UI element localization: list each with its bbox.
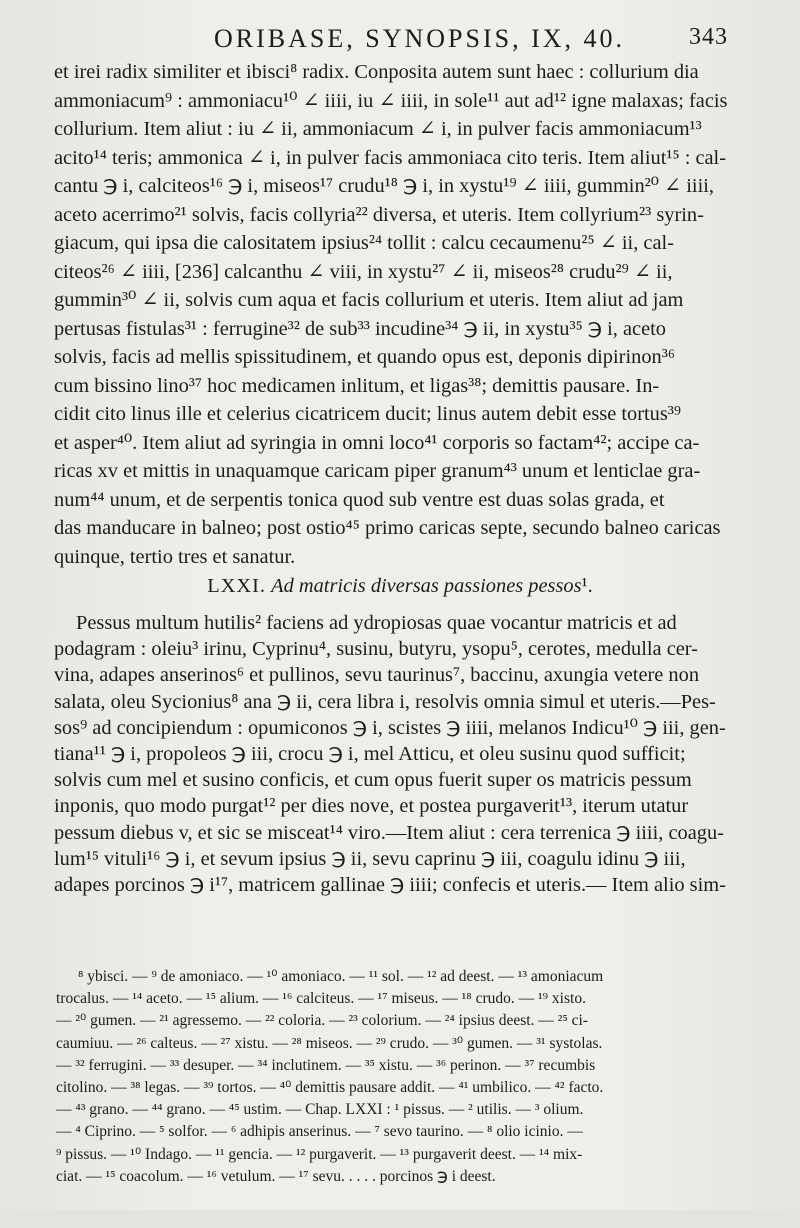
text-line: pertusas fistulas³¹ : ferrugine³² de sub³³ incudine³⁴ ℈ ii, in xystu³⁵ ℈ i, aceto	[54, 317, 667, 340]
text-line: solvis, facis ad mellis spissitudinem, et quando opus est, deponis dipirinon³⁶	[54, 346, 675, 368]
text-line: adapes porcinos ℈ i¹⁷, matricem gallinae ℈ iiii; confecis et uteris.— Item alio sim-	[54, 873, 726, 896]
footnotes	[56, 966, 746, 1188]
text-line: cantu ℈ i, calciteos¹⁶ ℈ i, miseos¹⁷ crudu¹⁸ ℈ i, in xystu¹⁹ ∠ iiii, gummin²⁰ ∠ iiii,	[54, 175, 714, 197]
text-line: podagram : oleiu³ irinu, Cyprinu⁴, susinu, butyru, ysopu⁵, cerotes, medulla cer-	[54, 638, 698, 661]
text-line: giacum, qui ipsa die calositatem ipsius²⁴ tollit : calcu cecaumenu²⁵ ∠ ii, cal-	[54, 232, 674, 254]
paragraph-1	[54, 58, 734, 571]
footnote-line: trocalus. — ¹⁴ aceto. — ¹⁵ alium. — ¹⁶ calciteus. — ¹⁷ miseus. — ¹⁸ crudo. — ¹⁹ xisto.	[56, 990, 586, 1008]
text-line: salata, oleu Sycionius⁸ ana ℈ ii, cera libra i, resolvis omnia simul et uteris.—Pes-	[54, 690, 716, 713]
text-line: lum¹⁵ vituli¹⁶ ℈ i, et sevum ipsius ℈ ii, sevu caprinu ℈ iii, coagulu idinu ℈ iii,	[54, 847, 686, 870]
text-line: aceto acerrimo²¹ solvis, facis collyria²² diversa, et uteris. Item collyrium²³ syrin-	[54, 203, 704, 226]
text-line: gummin³⁰ ∠ ii, solvis cum aqua et facis collurium et uteris. Item aliut ad jam	[54, 289, 684, 311]
text-line: das manducare in balneo; post ostio⁴⁵ primo caricas septe, secundo balneo caricas	[54, 517, 721, 539]
text-line: num⁴⁴ unum, et de serpentis tonica quod sub ventre est duas solas grada, et	[54, 488, 665, 511]
text-line: acito¹⁴ teris; ammonica ∠ i, in pulver facis ammoniaca cito teris. Item aliut¹⁵ : cal-	[54, 146, 727, 169]
footnote-line: — ³² ferrugini. — ³³ desuper. — ³⁴ inclutinem. — ³⁵ xistu. — ³⁶ perinon. — ³⁷ recumbis	[56, 1056, 596, 1074]
text-line: vina, adapes anserinos⁶ et pullinos, sevu taurinus⁷, baccinu, axungia vetere non	[54, 664, 700, 687]
text-line: solvis cum mel et susino conficis, et cum opus fuerit super os matricis pessum	[54, 769, 692, 792]
footnote-line: citolino. — ³⁸ legas. — ³⁹ tortos. — ⁴⁰ demittis pausare addit. — ⁴¹ umbilico. — ⁴² facto.	[56, 1078, 604, 1096]
text-line: quinque, tertio tres et sanatur.	[54, 545, 296, 568]
text-line: et irei radix similiter et ibisci⁸ radix. Conposita autem sunt haec : collurium dia	[54, 61, 699, 83]
text-line: inponis, quo modo purgat¹² per dies nove, et postea purgaverit¹³, iterum utatur	[54, 795, 689, 818]
text-line: et asper⁴⁰. Item aliut ad syringia in omni loco⁴¹ corporis so factam⁴²; accipe ca-	[54, 431, 700, 454]
footnote-line: — ⁴ Ciprino. — ⁵ solfor. — ⁶ adhipis anserinus. — ⁷ sevo taurino. — ⁸ olio icinio. —	[56, 1123, 583, 1141]
running-head	[0, 22, 800, 62]
text-line: sos⁹ ad concipiendum : opumiconos ℈ i, scistes ℈ iiii, melanos Indicu¹⁰ ℈ iii, gen-	[54, 716, 726, 739]
footnote-line: ⁹ pissus. — ¹⁰ Indago. — ¹¹ gencia. — ¹² purgaverit. — ¹³ purgaverit deest. — ¹⁴ mix-	[56, 1145, 583, 1163]
text-line: cum bissino lino³⁷ hoc medicamen inlitum, et ligas³⁸; demittis pausare. In-	[54, 374, 660, 397]
running-head-title: ORIBASE, SYNOPSIS, IX, 40.	[214, 24, 625, 53]
footnote-line: — ⁴³ grano. — ⁴⁴ grano. — ⁴⁵ ustim. — Chap. LXXI : ¹ pissus. — ² utilis. — ³ olium.	[56, 1101, 584, 1119]
chapter-heading	[0, 575, 800, 598]
page-bottom-edge	[0, 1210, 800, 1228]
footnote-line: caumiuu. — ²⁶ calteus. — ²⁷ xistu. — ²⁸ miseos. — ²⁹ crudo. — ³⁰ gumen. — ³¹ systolas.	[56, 1034, 603, 1052]
text-line: Pessus multum hutilis² faciens ad ydropiosas quae vocantur matricis et ad	[76, 612, 677, 634]
text-line: ricas xv et mittis in unaquamque caricam piper granum⁴³ unum et lenticlae gra-	[54, 460, 701, 482]
page-number: 343	[689, 24, 728, 50]
text-line: ammoniacum⁹ : ammoniacu¹⁰ ∠ iiii, iu ∠ iiii, in sole¹¹ aut ad¹² igne malaxas; facis	[54, 89, 728, 112]
footnote-line: ⁸ ybisci. — ⁹ de amoniaco. — ¹⁰ amoniaco. — ¹¹ sol. — ¹² ad deest. — ¹³ amoniacum	[78, 968, 604, 985]
text-line: collurium. Item aliut : iu ∠ ii, ammoniacum ∠ i, in pulver facis ammoniacum¹³	[54, 118, 702, 140]
chapter-note-mark: ¹.	[581, 575, 593, 597]
footnote-line: — ²⁰ gumen. — ²¹ agressemo. — ²² coloria. — ²³ colorium. — ²⁴ ipsius deest. — ²⁵ ci-	[56, 1012, 588, 1030]
paragraph-2	[54, 610, 734, 898]
text-line: tiana¹¹ ℈ i, propoleos ℈ iii, crocu ℈ i, mel Atticu, et oleu susinu quod sufficit;	[54, 742, 686, 765]
text-line: pessum diebus v, et sic se misceat¹⁴ viro.—Item aliut : cera terrenica ℈ iiii, coagu-	[54, 821, 724, 844]
footnote-line: ciat. — ¹⁵ coacolum. — ¹⁶ vetulum. — ¹⁷ sevu. . . . . porcinos ℈ i deest.	[56, 1167, 496, 1185]
chapter-number: LXXI.	[207, 575, 267, 597]
text-line: cidit cito linus ille et celerius cicatricem ducit; linus autem debit esse tortus³⁹	[54, 403, 682, 425]
chapter-title: Ad matricis diversas passiones pessos	[271, 575, 582, 597]
text-line: citeos²⁶ ∠ iiii, [236] calcanthu ∠ viii, in xystu²⁷ ∠ ii, miseos²⁸ crudu²⁹ ∠ ii,	[54, 260, 673, 283]
